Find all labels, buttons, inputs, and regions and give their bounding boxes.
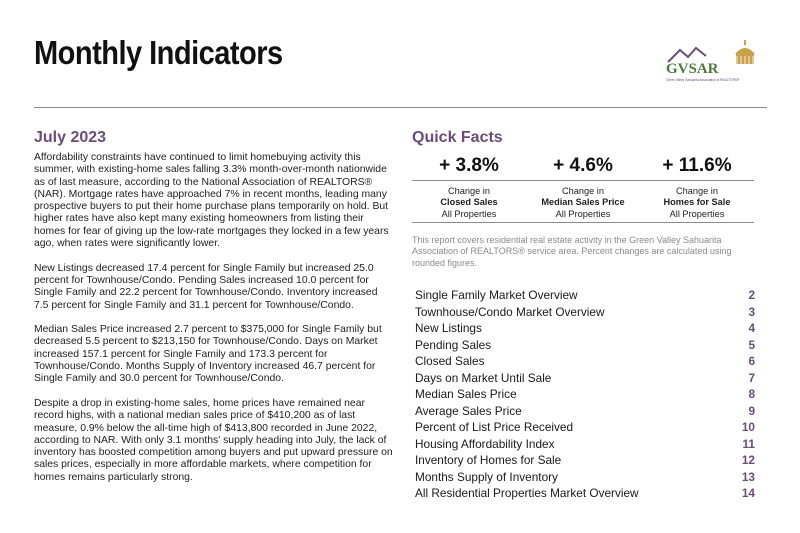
toc-label: Months Supply of Inventory [415, 469, 558, 484]
quick-fact-scope: All Properties [555, 208, 611, 219]
quick-facts-panel [412, 154, 754, 223]
toc-item[interactable] [415, 320, 755, 337]
toc-item[interactable] [415, 469, 755, 486]
gvsar-logo [662, 40, 772, 84]
quick-fact-median-price [526, 154, 640, 180]
toc-label: Inventory of Homes for Sale [415, 453, 562, 467]
header-divider [34, 107, 767, 108]
quick-facts-title: Quick Facts [412, 129, 503, 146]
toc-page-number: 7 [748, 370, 755, 385]
quick-fact-line: Change in [448, 186, 490, 196]
quick-fact-homes-for-sale [640, 154, 754, 180]
logo-subtext: Green Valley Sahuarita Association of REALTORS® [666, 78, 740, 82]
toc-label: Single Family Market Overview [415, 288, 578, 302]
quick-fact-value: + 11.6% [662, 155, 732, 176]
report-note: This report covers residential real estate activity in the Green Valley Sahuarita Association of REALTORS® service area. Percent changes are calculated using rounded figures. [412, 235, 732, 268]
quick-facts-divider [412, 222, 754, 223]
toc-item[interactable] [415, 353, 755, 370]
summary-paragraph: Median Sales Price increased 2.7 percent to $375,000 for Single Family but decreased 5.5 percent to $213,150 for Townhouse/Condo. Days on Market increased 157.1 percent for Single Family and 173.3 percent for Townhouse/Condo. Months Supply of Inventory increased 46.7 percent for Single Family and 30.0 percent for Townhouse/Condo. [34, 324, 382, 385]
quick-fact-description [640, 181, 754, 222]
toc-item[interactable] [415, 386, 755, 403]
quick-fact-value: + 4.6% [553, 155, 613, 176]
toc-label: Townhouse/Condo Market Overview [415, 304, 605, 319]
toc-item[interactable] [415, 452, 755, 469]
toc-item[interactable] [415, 485, 755, 502]
toc-item[interactable] [415, 403, 755, 420]
toc-page-number: 14 [741, 486, 755, 500]
toc-label: Median Sales Price [415, 387, 517, 401]
toc-label: Closed Sales [415, 354, 485, 368]
toc-label: All Residential Properties Market Overview [415, 486, 639, 500]
quick-fact-metric: Closed Sales [440, 197, 498, 208]
quick-fact-scope: All Properties [441, 208, 497, 219]
quick-fact-metric: Homes for Sale [663, 197, 731, 208]
quick-fact-description [412, 181, 526, 222]
quick-fact-description [526, 181, 640, 222]
toc-page-number: 9 [748, 403, 755, 418]
toc-page-number: 8 [748, 387, 755, 401]
summary-paragraph: Despite a drop in existing-home sales, home prices have remained near record highs, with a national median sales price of $410,200 as of last measure, 0.9% below the all-time high of $413,800 recorded in June 2022, according to NAR. With only 3.1 months' supply heading into July, the lack of inventory has boosted competition among buyers and put upward pressure on sales prices, especially in more affordable markets, where competition for homes remains particularly strong. [34, 397, 393, 483]
toc-item[interactable] [415, 419, 755, 436]
summary-paragraph: Affordability constraints have continued to limit homebuying activity this summer, with existing-home sales falling 3.3% month-over-month nationwide as of last measure, according to the National Association of REALTORS® (NAR). Mortgage rates have approached 7% in recent months, leading many prospective buyers to put their home purchase plans temporarily on hold. But higher rates have also kept many existing homeowners from listing their homes for fear of giving up the low-rate mortgages they locked in a few years ago, when rates were significantly lower. [34, 152, 389, 250]
toc-page-number: 6 [748, 354, 755, 368]
toc-page-number: 3 [748, 304, 755, 319]
quick-fact-scope: All Properties [669, 208, 725, 219]
toc-label: Days on Market Until Sale [415, 370, 552, 385]
quick-fact-line: Change in [676, 186, 718, 196]
quick-fact-line: Change in [562, 186, 604, 196]
toc-item[interactable] [415, 304, 755, 321]
toc-page-number: 10 [741, 420, 755, 434]
quick-fact-closed-sales [412, 154, 526, 180]
toc-label: Average Sales Price [415, 403, 522, 418]
quick-fact-value: + 3.8% [439, 155, 499, 176]
toc-item[interactable] [415, 436, 755, 453]
quick-fact-metric: Median Sales Price [541, 197, 625, 208]
toc-page-number: 11 [742, 436, 755, 451]
table-of-contents [415, 287, 755, 502]
toc-page-number: 13 [741, 469, 755, 484]
summary-text [34, 152, 394, 496]
toc-page-number: 5 [748, 337, 755, 352]
page-title: Monthly Indicators [34, 34, 283, 71]
toc-page-number: 2 [748, 288, 755, 302]
toc-page-number: 4 [748, 321, 755, 335]
toc-page-number: 12 [741, 453, 755, 467]
toc-label: Pending Sales [415, 337, 492, 352]
toc-label: New Listings [415, 321, 482, 335]
toc-label: Housing Affordability Index [415, 436, 555, 451]
toc-item[interactable] [415, 337, 755, 354]
toc-item[interactable] [415, 370, 755, 387]
logo-wordmark: GVSAR [666, 61, 719, 77]
summary-paragraph: New Listings decreased 17.4 percent for Single Family but increased 25.0 percent for Townhouse/Condo. Pending Sales increased 10.0 percent for Single Family and 22.2 percent for Townhouse/Condo. Inventory increased 7.5 percent for Single Family and 31.1 percent for Townhouse/Condo. [34, 262, 378, 311]
month-title: July 2023 [34, 129, 107, 146]
toc-label: Percent of List Price Received [415, 420, 574, 434]
toc-item[interactable] [415, 287, 755, 304]
